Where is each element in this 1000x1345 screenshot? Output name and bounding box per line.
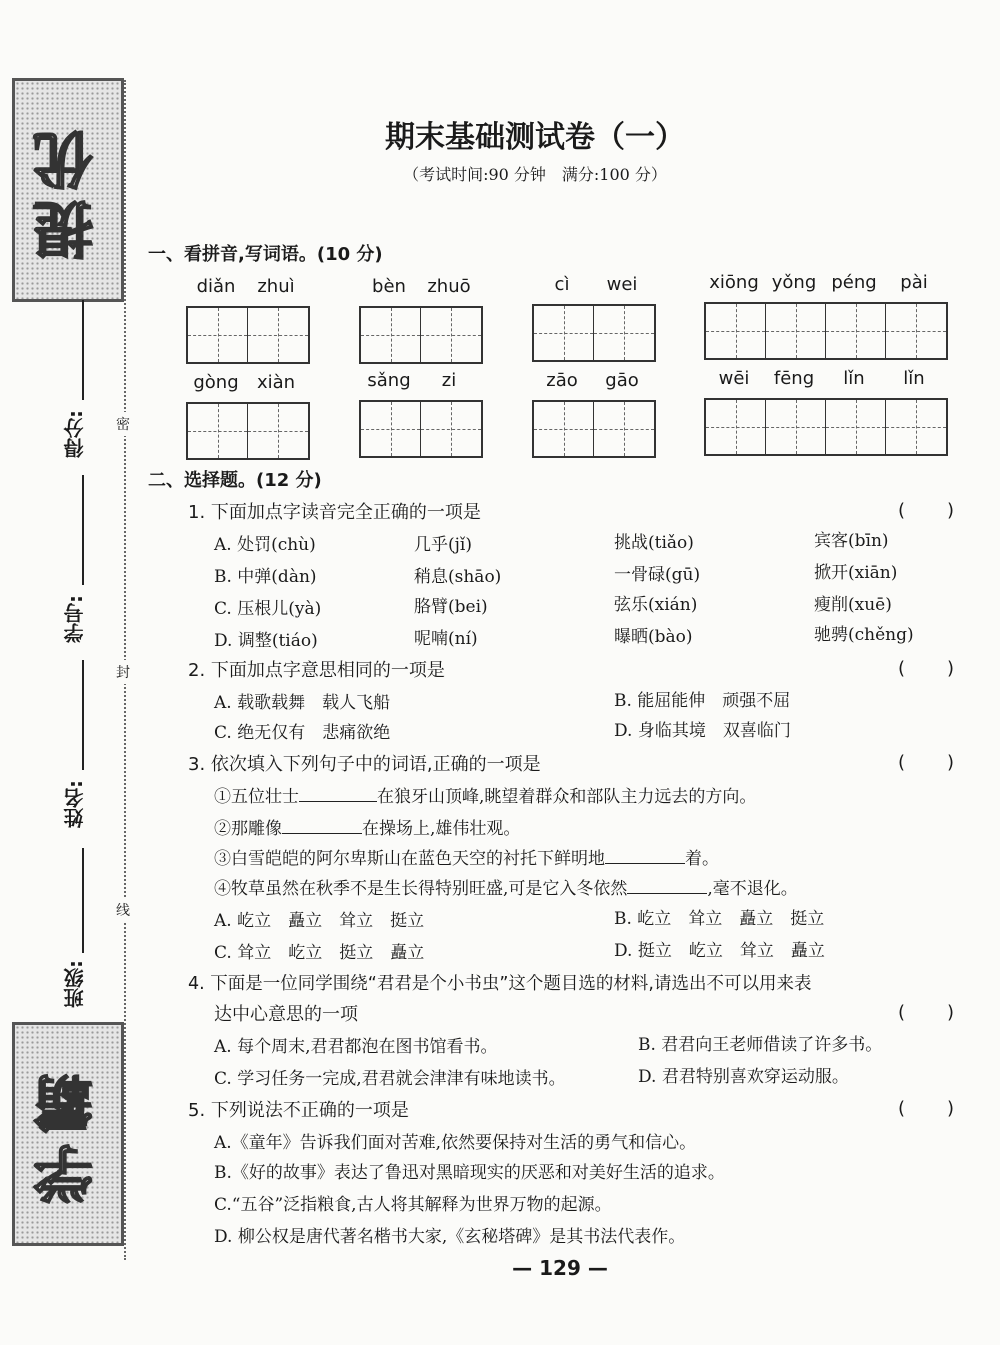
q4-option-a: A. 每个周末,君君都泡在图书馆看书。 [214, 1037, 498, 1057]
q3-stem: 3. 依次填入下列句子中的词语,正确的一项是 [188, 754, 541, 775]
grid-cell[interactable] [534, 402, 594, 456]
q5-answer-paren[interactable]: ( ) [898, 1098, 957, 1119]
answer-grid[interactable] [186, 306, 310, 364]
grid-cell[interactable] [594, 306, 654, 360]
pinyin: xiàn [256, 372, 296, 393]
q3-sentence-3 [214, 844, 719, 869]
pinyin: cì [554, 274, 570, 295]
pinyin: pài [900, 272, 928, 293]
pinyin: sǎng [367, 370, 411, 391]
q3-s2-before: ②那雕像 [214, 819, 282, 839]
q1-a2: 几乎(jǐ) [414, 535, 472, 555]
q1-b3: 一骨碌(gū) [614, 565, 701, 585]
student-id-label: 学号: [63, 595, 87, 643]
q2-answer-paren[interactable]: ( ) [898, 658, 957, 679]
q3-option-c: C. 耸立 屹立 挺立 矗立 [214, 943, 425, 963]
answer-grid[interactable] [704, 398, 948, 456]
pinyin: péng [831, 272, 877, 293]
q1-d1: D. 调整(tiáo) [214, 631, 318, 651]
pinyin: diǎn [196, 276, 236, 297]
q3-option-d: D. 挺立 屹立 耸立 矗立 [614, 941, 825, 961]
pinyin: zi [441, 370, 457, 391]
q3-option-b: B. 屹立 耸立 矗立 挺立 [614, 909, 825, 929]
q3-option-a: A. 屹立 矗立 耸立 挺立 [214, 911, 425, 931]
score-line [82, 300, 84, 400]
grid-cell[interactable] [421, 402, 481, 456]
q4-stem-line1: 4. 下面是一位同学围绕“君君是个小书虫”这个题目选的材料,请选出不可以用来表 [188, 974, 812, 994]
grid-cell[interactable] [361, 402, 421, 456]
q5-option-d: D. 柳公权是唐代著名楷书大家,《玄秘塔碑》是其书法代表作。 [214, 1227, 686, 1247]
class-label: 班级: [63, 960, 87, 1008]
q2-option-c: C. 绝无仅有 悲痛欲绝 [214, 723, 391, 743]
q4-answer-paren[interactable]: ( ) [898, 1002, 957, 1023]
q1-d4: 驰骋(chěng) [814, 625, 914, 645]
q4-option-c: C. 学习任务一完成,君君就会津津有味地读书。 [214, 1069, 566, 1089]
score-label: 得分: [63, 410, 87, 458]
pinyin: xiōng [709, 272, 759, 293]
q3-blank-4[interactable] [627, 877, 707, 894]
brand-text-bottom: 学霸 [33, 1064, 103, 1204]
page-number: — 129 — [512, 1256, 608, 1280]
q3-s4-after: ,毫不退化。 [707, 879, 798, 899]
answer-grid[interactable] [359, 400, 483, 458]
id-line [82, 475, 84, 585]
q1-stem: 1. 下面加点字读音完全正确的一项是 [188, 502, 481, 523]
seal-mark-mi: 密 [116, 412, 130, 436]
brand-badge-bottom [12, 1022, 124, 1246]
q3-sentence-2 [214, 814, 520, 839]
q3-answer-paren[interactable]: ( ) [898, 752, 957, 773]
class-line [82, 848, 84, 953]
grid-cell[interactable] [766, 304, 826, 358]
name-label: 姓名: [63, 780, 87, 828]
q3-blank-1[interactable] [299, 785, 377, 802]
q4-option-b: B. 君君向王老师借读了许多书。 [638, 1035, 883, 1055]
q1-c3: 弦乐(xián) [614, 595, 698, 615]
pinyin: zhuì [257, 276, 295, 297]
q5-option-a: A.《童年》告诉我们面对苦难,依然要保持对生活的勇气和信心。 [214, 1133, 697, 1153]
section2-heading: 二、选择题。(12 分) [148, 470, 322, 491]
grid-cell[interactable] [594, 402, 654, 456]
grid-cell[interactable] [886, 400, 946, 454]
brand-text-top: 提优 [33, 120, 103, 260]
grid-cell[interactable] [886, 304, 946, 358]
grid-cell[interactable] [188, 404, 248, 458]
q1-d3: 曝晒(bào) [614, 627, 693, 647]
grid-cell[interactable] [706, 304, 766, 358]
q1-b4: 掀开(xiān) [814, 563, 898, 583]
section1-heading: 一、看拼音,写词语。(10 分) [148, 244, 383, 265]
answer-grid[interactable] [359, 306, 483, 364]
q3-s2-after: 在操场上,雄伟壮观。 [362, 819, 521, 839]
q3-sentence-4 [214, 874, 798, 899]
q3-blank-2[interactable] [282, 817, 362, 834]
grid-cell[interactable] [421, 308, 481, 362]
q1-a1: A. 处罚(chù) [214, 535, 316, 555]
answer-grid[interactable] [704, 302, 948, 360]
pinyin: lǐn [843, 368, 865, 389]
q3-s1-before: ①五位壮士 [214, 787, 299, 807]
grid-cell[interactable] [766, 400, 826, 454]
q1-a4: 宾客(bīn) [814, 531, 889, 551]
pinyin: gāo [605, 370, 639, 391]
q2-option-d: D. 身临其境 双喜临门 [614, 721, 791, 741]
q3-sentence-1 [214, 782, 756, 807]
answer-grid[interactable] [532, 304, 656, 362]
q2-option-b: B. 能屈能伸 顽强不屈 [614, 691, 791, 711]
page-title: 期末基础测试卷（一） [385, 120, 685, 155]
pinyin: wei [606, 274, 638, 295]
pinyin: lǐn [903, 368, 925, 389]
q3-s3-before: ③白雪皑皑的阿尔卑斯山在蓝色天空的衬托下鲜明地 [214, 849, 605, 869]
pinyin: zhuō [427, 276, 471, 297]
q5-stem: 5. 下列说法不正确的一项是 [188, 1100, 409, 1121]
grid-cell[interactable] [826, 304, 886, 358]
grid-cell[interactable] [248, 308, 308, 362]
seal-mark-feng: 封 [116, 660, 130, 684]
q1-answer-paren[interactable]: ( ) [898, 500, 957, 521]
answer-grid[interactable] [186, 402, 310, 460]
q3-s1-after: 在狼牙山顶峰,眺望着群众和部队主力远去的方向。 [377, 787, 757, 807]
pinyin: gòng [193, 372, 239, 393]
q1-c1: C. 压根儿(yà) [214, 599, 322, 619]
pinyin: zāo [546, 370, 578, 391]
q2-stem: 2. 下面加点字意思相同的一项是 [188, 660, 445, 681]
q1-c2: 胳臂(bei) [414, 597, 488, 617]
seal-mark-xian: 线 [116, 898, 130, 922]
pinyin: bèn [372, 276, 406, 297]
pinyin: wēi [718, 368, 750, 389]
q1-d2: 呢喃(ní) [414, 629, 478, 649]
q1-b1: B. 中弹(dàn) [214, 567, 317, 587]
q3-s4-before: ④牧草虽然在秋季不是生长得特别旺盛,可是它入冬依然 [214, 879, 628, 899]
grid-cell[interactable] [248, 404, 308, 458]
name-line-a [82, 660, 84, 770]
exam-info: （考试时间:90 分钟 满分:100 分） [403, 165, 667, 184]
grid-cell[interactable] [534, 306, 594, 360]
q4-option-d: D. 君君特别喜欢穿运动服。 [638, 1067, 849, 1087]
q3-s3-after: 着。 [685, 849, 719, 869]
q5-option-b: B.《好的故事》表达了鲁迅对黑暗现实的厌恶和对美好生活的追求。 [214, 1163, 725, 1183]
grid-cell[interactable] [826, 400, 886, 454]
grid-cell[interactable] [361, 308, 421, 362]
pinyin: fēng [773, 368, 815, 389]
grid-cell[interactable] [706, 400, 766, 454]
q4-stem-line2: 达中心意思的一项 [214, 1004, 358, 1025]
q1-a3: 挑战(tiǎo) [614, 533, 694, 553]
q5-option-c: C.“五谷”泛指粮食,古人将其解释为世界万物的起源。 [214, 1195, 612, 1215]
answer-grid[interactable] [532, 400, 656, 458]
q2-option-a: A. 载歌载舞 载人飞船 [214, 693, 391, 713]
q3-blank-3[interactable] [605, 847, 685, 864]
q1-b2: 稍息(shāo) [414, 567, 502, 587]
pinyin: yǒng [771, 272, 817, 293]
grid-cell[interactable] [188, 308, 248, 362]
q1-c4: 瘦削(xuē) [814, 595, 892, 615]
